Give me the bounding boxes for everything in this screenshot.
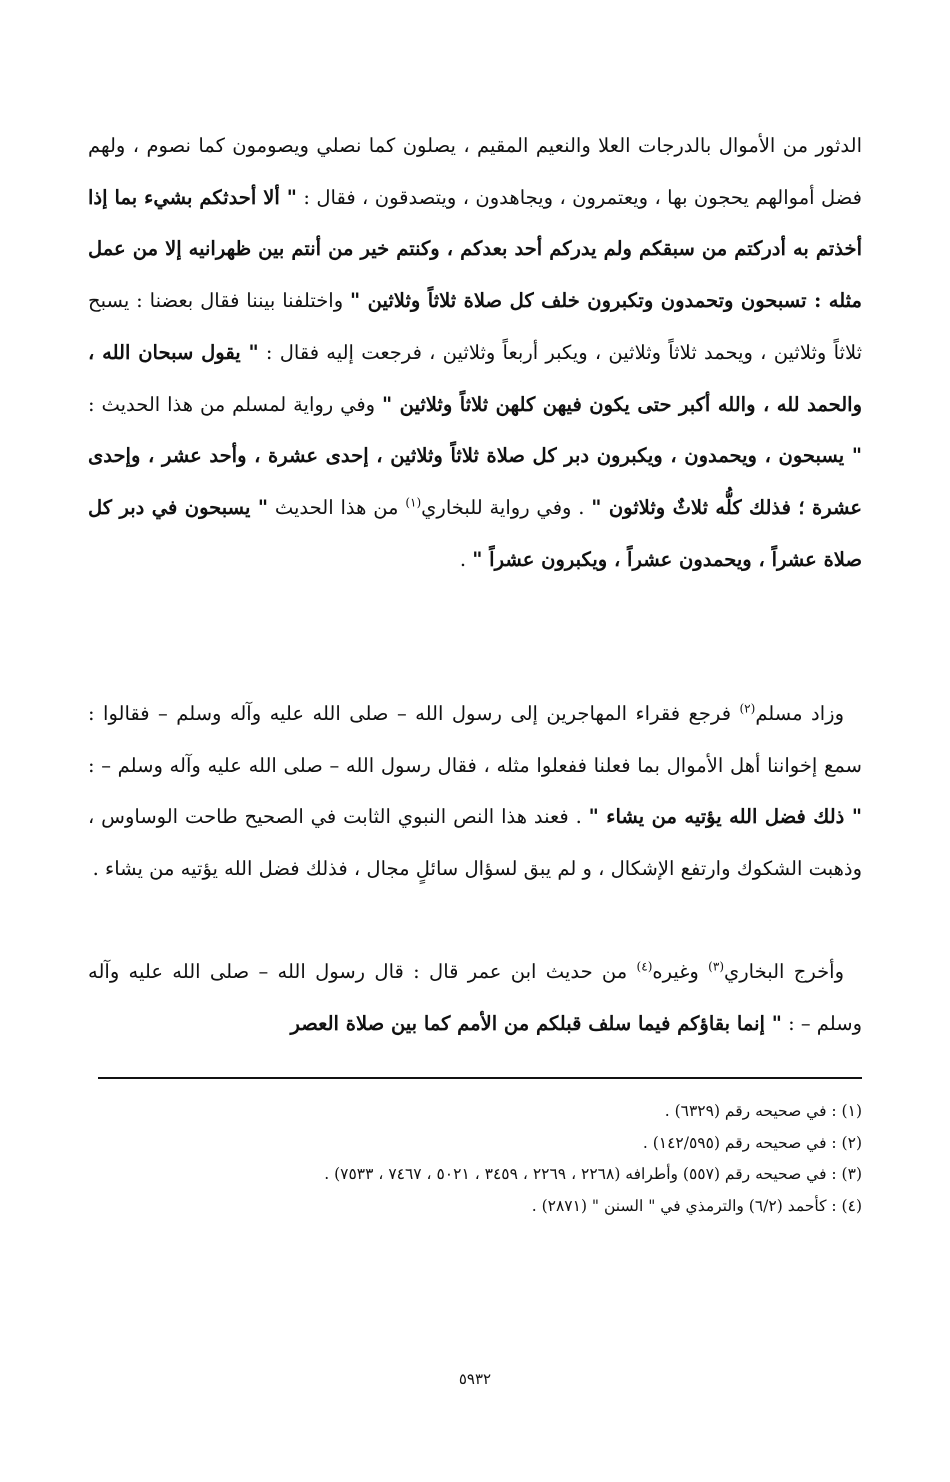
- hadith-quote: " يسبحون ، ويحمدون ، ويكبرون دبر كل صلاة ثلاثاً وثلاثين ، إحدى عشرة ، وأحد عشر ، وإحدى عشرة ؛ فذلك كلُّه ثلاثٌ وثلاثون ": [88, 444, 863, 519]
- paragraph-3: [88, 946, 862, 1049]
- text-run: وفي رواية لمسلم من هذا الحديث :: [88, 392, 382, 416]
- footnote-1: (١) : في صحيحه رقم (٦٣٢٩) .: [664, 1102, 862, 1120]
- paragraph-1: [88, 120, 862, 688]
- footnote-ref-1[interactable]: (١): [405, 495, 422, 510]
- text-run: وغيره: [652, 960, 709, 983]
- text-run: وزاد مسلم: [755, 702, 844, 725]
- hadith-quote: " يقول سبحان الله ، والحمد لله ، والله أكبر حتى يكون فيهن كلهن ثلاثاً وثلاثين ": [88, 340, 862, 416]
- footnote-ref-3[interactable]: (٣): [708, 959, 724, 974]
- footnote-ref-2[interactable]: (٢): [739, 701, 756, 716]
- main-text: [88, 120, 862, 1049]
- footnote-ref-4[interactable]: (٤): [636, 959, 653, 974]
- hadith-quote: " يسبحون في دبر كل صلاة عشراً ، ويحمدون عشراً ، ويكبرون عشراً ": [88, 495, 862, 571]
- footnote-2: (٢) : في صحيحه رقم (١٤٢/٥٩٥) .: [642, 1133, 862, 1152]
- text-run: من هذا الحديث: [268, 495, 406, 519]
- hadith-quote: " ألا أحدثكم بشيء بما إذا أخذتم به أدركتم من سبقكم ولم يدركم أحد بعدكم ، وكنتم خير من أنتم بين ظهرانيه إلا من عمل مثله : تسبحون وتحمدون وتكبرون خلف كل صلاة ثلاثاً وثلاثين ": [88, 185, 862, 313]
- page-body: [88, 120, 862, 1049]
- footnotes: [88, 1096, 862, 1222]
- footnote-4: (٤) : كأحمد (٦/٢) والترمذي في " السنن " (٢٨٧١) .: [531, 1196, 862, 1215]
- paragraph-2: [88, 688, 862, 946]
- footnote-3: (٣) : في صحيحه رقم (٥٥٧) وأطرافه (٢٢٦٨ ، ٢٢٦٩ ، ٣٤٥٩ ، ٥٠٢١ ، ٧٤٦٧ ، ٧٥٣٣) .: [324, 1165, 862, 1183]
- text-run: الدثور من الأموال بالدرجات العلا والنعيم المقيم ، يصلون كما نصلي ويصومون كما نصوم ، ولهم فضل أموالهم يحجون بها ، ويعتمرون ، ويجاهدون ، ويتصدقون ، فقال :: [88, 134, 863, 209]
- text-run: .: [459, 547, 473, 571]
- text-run: وأخرج البخاري: [724, 960, 844, 983]
- hadith-quote: " ذلك فضل الله يؤتيه من يشاء ": [588, 805, 862, 829]
- footnote-divider: [98, 1077, 862, 1079]
- text-run: . وفي رواية للبخاري: [421, 495, 592, 519]
- text-run: واختلفنا بيننا فقال بعضنا : يسبح ثلاثاً وثلاثين ، ويحمد ثلاثاً وثلاثين ، ويكبر أربعاً وثلاثين ، فرجعت إليه فقال :: [88, 289, 863, 364]
- page-number: ٥٩٣٢: [458, 1370, 492, 1388]
- text-run: فرجع فقراء المهاجرين إلى رسول الله – صلى الله عليه وآله وسلم – فقالوا : سمع إخواننا أهل الأموال بما فعلنا ففعلوا مثله ، فقال رسول الله – صلى الله عليه وآله وسلم – :: [88, 702, 862, 777]
- hadith-quote: " إنما بقاؤكم فيما سلف قبلكم من الأمم كما بين صلاة العصر: [290, 1011, 782, 1035]
- text-run: من حديث ابن عمر قال : قال رسول الله – صلى الله عليه وآله وسلم – :: [88, 960, 862, 1035]
- text-run: . فعند هذا النص النبوي الثابت في الصحيح طاحت الوساوس ، وذهبت الشكوك وارتفع الإشكال ، و لم يبق لسؤال سائلٍ مجال ، فذلك فضل الله يؤتيه من يشاء .: [88, 805, 862, 881]
